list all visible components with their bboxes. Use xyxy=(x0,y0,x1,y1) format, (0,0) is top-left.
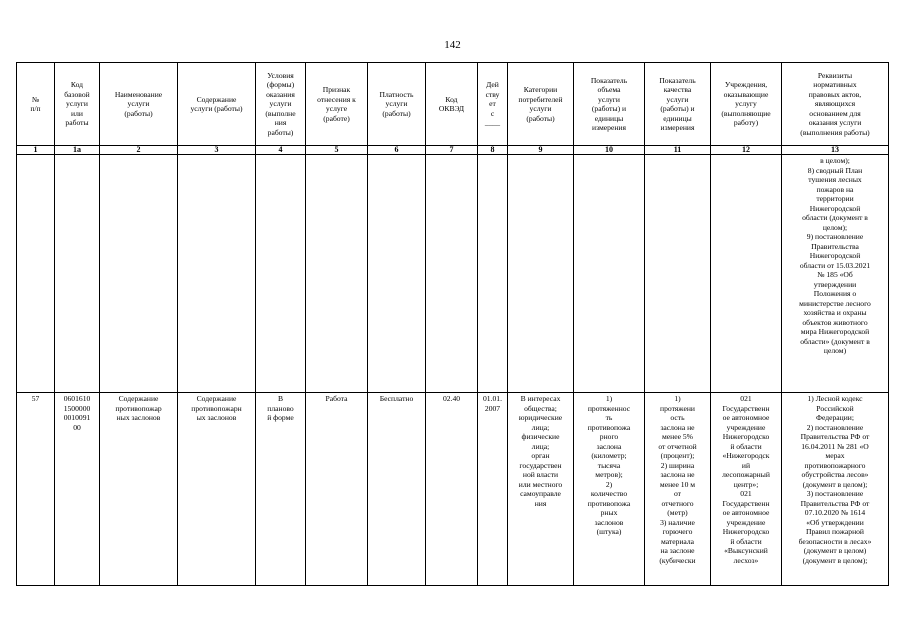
table-row-continuation xyxy=(17,155,889,393)
cell-text-line: Содержание xyxy=(196,394,237,403)
quality-indicator-cell xyxy=(645,393,711,586)
service-conditions-cell xyxy=(256,393,306,586)
cell-text-line: противопожа xyxy=(587,422,631,432)
cell-text-line: 1500000 xyxy=(63,403,91,413)
cell-text-line: оказания услуги xyxy=(808,118,862,128)
cell-text-line: (выполнения работы) xyxy=(800,127,870,137)
column-header xyxy=(574,63,645,146)
cell-text-line: нормативных xyxy=(813,80,857,90)
column-number: 10 xyxy=(574,146,645,155)
cell-text-line: п/п xyxy=(30,104,41,113)
column-number: 3 xyxy=(178,146,256,155)
cell-text-line: (работы) xyxy=(382,108,411,118)
cell-text-line: (работе) xyxy=(323,113,350,123)
cell-text-line: (кубически xyxy=(659,555,696,565)
cell-text-line: количество xyxy=(590,489,628,498)
cell-text-line: области (документ в xyxy=(802,213,868,222)
cell-text-line: территории xyxy=(816,194,854,203)
column-header xyxy=(478,63,508,146)
cell-text-line: (процент); xyxy=(660,451,695,460)
column-header xyxy=(55,63,100,146)
institutions-cell xyxy=(711,393,782,586)
cell-text-line: государствен xyxy=(519,460,562,470)
column-number-row xyxy=(17,146,889,155)
cell-text-line: услуги xyxy=(529,104,552,113)
cell-text-line: (формы) xyxy=(266,80,295,90)
column-number: 12 xyxy=(711,146,782,155)
cell-text-line: ния xyxy=(274,118,287,128)
cell-text-line: Российской xyxy=(816,403,854,413)
cell-text-line: в целом); xyxy=(820,156,850,165)
cell-text-line: единицы xyxy=(594,113,624,123)
cell-text-line: 1) xyxy=(605,394,613,403)
cell-text-line: с xyxy=(490,108,495,118)
cell-text-line: или xyxy=(71,108,83,118)
base-service-code-cell xyxy=(55,393,100,586)
cell-text-line: 2007 xyxy=(484,403,501,413)
cell-text-line: Содержание xyxy=(196,94,237,104)
cell-text-line: Условия xyxy=(267,70,294,80)
cell-text-line: лесхоз» xyxy=(733,555,759,565)
cell-text-line: 01.01. xyxy=(483,394,502,403)
cell-text-line: ____ xyxy=(484,118,501,128)
cell-text-line: «Об утверждении xyxy=(806,517,864,527)
cell-text-line: Федерации; xyxy=(816,413,854,422)
cell-text-line: являющихся xyxy=(814,99,856,109)
cell-text-line: Нижегородско xyxy=(722,432,770,441)
cell-text-line: Правительства РФ от xyxy=(800,432,870,441)
cell-text-line: Нижегородской xyxy=(809,251,861,260)
cell-text-line: отчетного xyxy=(661,498,694,508)
cell-text-line: «Выксунский xyxy=(724,546,768,555)
cell-text-line: 07.10.2020 № 1614 xyxy=(804,508,866,517)
cell-text-line: Правительства РФ от xyxy=(800,498,870,508)
cell-text-line: ОКВЭД xyxy=(438,104,465,113)
cell-text-line: измерения xyxy=(660,123,695,132)
cell-text-line: Работа xyxy=(325,394,348,403)
cell-text-line: 021 xyxy=(740,489,752,498)
cell-text-line: мерах xyxy=(825,451,845,460)
cell-text-line: Бесплатно xyxy=(379,394,414,403)
cell-text-line: мира Нижегородской xyxy=(800,327,870,336)
cell-text-line: орган xyxy=(531,451,550,460)
column-header xyxy=(508,63,574,146)
cell-text-line: услуги xyxy=(666,94,689,104)
cell-text-line: от xyxy=(673,489,681,498)
cell-text-line: 021 xyxy=(740,394,752,403)
cell-text-line: лица; xyxy=(531,441,550,451)
cell-text-line: Категории xyxy=(523,85,558,94)
cell-text-line: (работы) xyxy=(124,108,153,118)
cell-text-line: рного xyxy=(599,432,619,441)
cell-text-line: работы xyxy=(65,118,89,128)
cell-text-line: ость xyxy=(670,413,685,422)
cell-text-line: самоуправле xyxy=(520,489,561,498)
cell-text-line: противопожарного xyxy=(804,460,866,470)
cell-text-line: «Нижегородск xyxy=(722,451,770,460)
cell-text-line: (метр) xyxy=(667,508,688,517)
cell-text-line: основанием для xyxy=(809,108,861,118)
cell-text-line: (километр; xyxy=(591,451,627,460)
cell-text-line: Код xyxy=(445,94,458,104)
cell-text-line: хозяйства и охраны xyxy=(803,308,867,317)
page-number: 142 xyxy=(444,39,461,51)
cell-text-line: рных xyxy=(600,508,618,517)
cell-text-line: В интересах xyxy=(520,394,561,403)
cell-text-line: юридические xyxy=(518,413,563,422)
cell-text-line: оказывающие xyxy=(723,89,769,99)
cell-text-line: ных заслонов xyxy=(116,413,161,422)
cell-text-line: 02.40 xyxy=(442,394,461,403)
cell-text-line: ое автономное xyxy=(722,508,770,517)
column-number: 4 xyxy=(256,146,306,155)
cell-text-line: лица; xyxy=(531,422,550,432)
cell-text-line: заслона xyxy=(596,441,622,451)
cell-text-line: ет xyxy=(489,99,496,109)
cell-text-line: объема xyxy=(597,85,621,94)
cell-text-line: 57 xyxy=(31,394,40,403)
cell-text-line: или местного xyxy=(518,479,563,489)
column-number: 7 xyxy=(426,146,478,155)
column-number: 8 xyxy=(478,146,508,155)
cell-text-line: ной власти xyxy=(522,470,559,479)
header-row xyxy=(17,63,889,146)
cell-text-line: объектов животного xyxy=(802,317,868,327)
cell-text-line: работы) xyxy=(267,127,294,137)
cell-text-line: метров); xyxy=(595,470,623,479)
cell-text-line: Содержание xyxy=(118,394,159,403)
column-header xyxy=(368,63,426,146)
cell-text-line: 8) сводный План xyxy=(807,165,863,175)
cell-text-line: Государственн xyxy=(722,403,770,413)
cell-text-line: безопасности в лесах» xyxy=(798,536,872,546)
services-registry-table xyxy=(16,62,889,586)
cell-text-line: 1) Лесной кодекс xyxy=(807,394,863,403)
column-header xyxy=(711,63,782,146)
cell-text-line: Правительства xyxy=(811,241,859,251)
cell-text-line: менее 5% xyxy=(661,432,693,441)
cell-text-line: противопожа xyxy=(587,498,631,508)
cell-text-line: ния xyxy=(534,498,547,508)
legal-acts-continuation-cell xyxy=(782,155,889,393)
row-number-cell xyxy=(17,393,55,586)
cell-text-line: от отчетной xyxy=(658,441,697,451)
column-number: 2 xyxy=(100,146,178,155)
cell-text-line: целом); xyxy=(822,222,848,232)
cell-text-line: ий xyxy=(741,460,751,470)
cell-text-line: заслонов xyxy=(594,517,624,527)
service-content-cell xyxy=(178,393,256,586)
cell-text-line: Код xyxy=(70,80,84,90)
cell-text-line: услуги xyxy=(127,99,150,109)
cell-text-line: (выполне xyxy=(265,108,296,118)
cell-text-line: протяжени xyxy=(660,403,695,413)
column-header xyxy=(100,63,178,146)
cell-text-line: № xyxy=(31,94,40,104)
cell-text-line: Реквизиты xyxy=(817,70,853,80)
cell-text-line: утверждении xyxy=(813,279,857,289)
cell-text-line: Правил пожарной xyxy=(806,527,864,536)
cell-text-line: центр»; xyxy=(733,479,759,489)
service-type-cell xyxy=(306,393,368,586)
cell-text-line: работу) xyxy=(733,118,759,128)
volume-indicator-cell xyxy=(574,393,645,586)
cell-text-line: Учреждения, xyxy=(724,80,768,90)
cell-text-line: Нижегородско xyxy=(722,527,770,536)
cell-text-line: 16.04.2011 № 281 «О xyxy=(801,441,869,451)
cell-text-line: отнесения к xyxy=(317,94,356,104)
cell-text-line: 00 xyxy=(73,422,81,432)
cell-text-line: на заслоне xyxy=(660,546,695,555)
effective-date-cell xyxy=(478,393,508,586)
column-header xyxy=(782,63,889,146)
cell-text-line: 0010091 xyxy=(63,413,91,422)
cell-text-line: физические xyxy=(521,432,560,441)
table-row-57 xyxy=(17,393,889,586)
column-number: 13 xyxy=(782,146,889,155)
cell-text-line: заслона не xyxy=(660,470,695,479)
cell-text-line: тушения лесных xyxy=(808,175,862,184)
cell-text-line: Признак xyxy=(322,85,351,94)
cell-text-line: общества; xyxy=(524,403,557,413)
cell-text-line: качества xyxy=(663,85,692,94)
cell-text-line: базовой xyxy=(64,89,90,99)
cell-text-line: 2) xyxy=(605,479,613,489)
cell-text-line: Положения о xyxy=(813,289,857,298)
cell-text-line: 2) постановление xyxy=(806,422,864,432)
cell-text-line: Показатель xyxy=(590,75,628,85)
column-number: 6 xyxy=(368,146,426,155)
cell-text-line: горючего xyxy=(662,527,693,536)
cell-text-line: № 185 «Об xyxy=(817,270,853,279)
cell-text-line: 1) xyxy=(674,394,681,403)
cell-text-line: ству xyxy=(485,89,500,99)
cell-text-line: ть xyxy=(605,413,613,422)
cell-text-line: (документ в целом); xyxy=(802,479,868,489)
cell-text-line: услуги xyxy=(269,99,292,109)
cell-text-line: услуги xyxy=(66,99,88,109)
cell-text-line: потребителей xyxy=(518,94,563,104)
cell-text-line: 2) ширина xyxy=(660,460,695,470)
cell-text-line: 0601610 xyxy=(63,394,91,403)
cell-text-line: (штука) xyxy=(596,527,622,536)
cell-text-line: тысяча xyxy=(597,460,621,470)
column-header xyxy=(306,63,368,146)
cell-text-line: области от 15.03.2021 xyxy=(799,260,871,270)
cell-text-line: учреждение xyxy=(726,517,766,527)
cell-text-line: ое автономное xyxy=(722,413,770,422)
cell-text-line: (работы) и xyxy=(591,104,627,113)
cell-text-line: области» (документ в xyxy=(800,336,870,346)
okved-code-cell xyxy=(426,393,478,586)
cell-text-line: Государственн xyxy=(722,498,770,508)
column-number: 1а xyxy=(55,146,100,155)
cell-text-line: й области xyxy=(730,441,762,451)
cell-text-line: ых заслонов xyxy=(196,413,237,422)
cell-text-line: целом) xyxy=(823,346,847,355)
cell-text-line: услуги (работы) xyxy=(190,104,243,113)
cell-text-line: обустройства лесов» xyxy=(801,470,869,479)
cell-text-line: противопожарн xyxy=(191,403,242,413)
cell-text-line: услуги xyxy=(385,99,408,109)
cell-text-line: единицы xyxy=(663,113,692,123)
column-number: 5 xyxy=(306,146,368,155)
cell-text-line: услуги xyxy=(598,94,620,104)
cell-text-line: планово xyxy=(267,403,294,413)
column-header xyxy=(426,63,478,146)
column-number: 1 xyxy=(17,146,55,155)
column-header xyxy=(645,63,711,146)
cell-text-line: измерения xyxy=(592,123,626,132)
cell-text-line: заслона не xyxy=(660,422,695,432)
cell-text-line: (работы) и xyxy=(660,104,695,113)
cell-text-line: 9) постановление xyxy=(806,232,864,241)
cell-text-line: услуге xyxy=(325,104,348,113)
cell-text-line: правовых актов, xyxy=(808,89,862,99)
cell-text-line: й форме xyxy=(267,413,294,422)
payment-cell xyxy=(368,393,426,586)
cell-text-line: министерстве лесного xyxy=(799,298,871,308)
legal-acts-cell xyxy=(782,393,889,586)
cell-text-line: В xyxy=(277,394,284,403)
cell-text-line: услугу xyxy=(735,99,757,109)
column-header xyxy=(178,63,256,146)
column-number: 11 xyxy=(645,146,711,155)
column-number: 9 xyxy=(508,146,574,155)
cell-text-line: пожаров на xyxy=(816,184,854,194)
cell-text-line: (работы) xyxy=(526,113,555,123)
cell-text-line: оказания xyxy=(266,89,295,99)
cell-text-line: противопожар xyxy=(115,403,162,413)
cell-text-line: 3) постановление xyxy=(806,489,864,498)
cell-text-line: (документ в целом) xyxy=(803,546,867,555)
column-header xyxy=(256,63,306,146)
cell-text-line: Дей xyxy=(486,80,499,90)
cell-text-line: учреждение xyxy=(726,422,766,432)
consumer-categories-cell xyxy=(508,393,574,586)
cell-text-line: материала xyxy=(660,536,695,546)
column-header xyxy=(17,63,55,146)
cell-text-line: (документ в целом); xyxy=(802,555,868,565)
cell-text-line: й области xyxy=(730,536,762,546)
cell-text-line: Наименование xyxy=(114,89,163,99)
cell-text-line: Показатель xyxy=(659,75,696,85)
service-name-cell xyxy=(100,393,178,586)
cell-text-line: менее 10 м xyxy=(659,479,696,489)
cell-text-line: 3) наличие xyxy=(660,517,695,527)
cell-text-line: Нижегородской xyxy=(809,203,861,213)
cell-text-line: (выполняющие xyxy=(721,108,771,118)
cell-text-line: протяженнос xyxy=(587,403,631,413)
cell-text-line: лесопожарный xyxy=(722,470,770,479)
cell-text-line: Платность xyxy=(379,89,414,99)
